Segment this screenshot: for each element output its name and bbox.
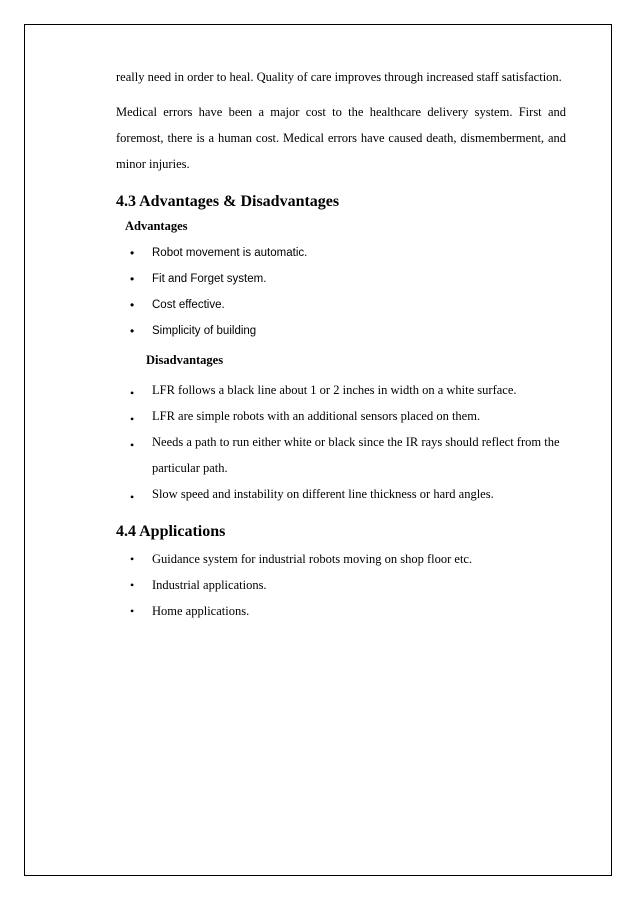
applications-list bbox=[116, 549, 566, 621]
list-item: • Needs a path to run either white or black since the IR rays should reflect from the particular path. bbox=[116, 429, 566, 481]
list-item: • Slow speed and instability on different line thickness or hard angles. bbox=[116, 481, 566, 507]
section-heading-advantages-disadvantages: 4.3 Advantages & Disadvantages bbox=[116, 193, 340, 210]
list-item: • Cost effective. bbox=[116, 295, 566, 315]
disadvantages-heading: Disadvantages bbox=[146, 353, 224, 367]
advantages-list bbox=[116, 243, 566, 341]
bullet-icon: • bbox=[130, 298, 135, 312]
list-item: • Home applications. bbox=[116, 601, 566, 621]
list-item: • LFR follows a black line about 1 or 2 inches in width on a white surface. bbox=[116, 377, 566, 403]
list-item: • LFR are simple robots with an additional sensors placed on them. bbox=[116, 403, 566, 429]
bullet-icon: • bbox=[130, 272, 135, 286]
bullet-icon: • bbox=[130, 604, 135, 618]
bullet-icon: • bbox=[130, 386, 135, 400]
bullet-icon: • bbox=[130, 490, 135, 504]
paragraph-staff-satisfaction: really need in order to heal. Quality of care improves through increased staff satisfaction. bbox=[116, 70, 562, 84]
advantages-heading: Advantages bbox=[125, 219, 188, 233]
list-item: • Robot movement is automatic. bbox=[116, 243, 566, 263]
list-item: • Guidance system for industrial robots moving on shop floor etc. bbox=[116, 549, 566, 569]
disadvantages-list bbox=[116, 377, 566, 507]
document-body bbox=[116, 64, 566, 627]
bullet-icon: • bbox=[130, 552, 135, 566]
list-item: • Fit and Forget system. bbox=[116, 269, 566, 289]
paragraph-medical-errors: Medical errors have been a major cost to the healthcare delivery system. First and foremost, there is a human cost. Medical errors have caused death, dismemberment, and minor injuries. bbox=[116, 105, 566, 171]
list-item: • Industrial applications. bbox=[116, 575, 566, 595]
bullet-icon: • bbox=[130, 246, 135, 260]
section-heading-applications: 4.4 Applications bbox=[116, 523, 226, 540]
bullet-icon: • bbox=[130, 324, 135, 338]
bullet-icon: • bbox=[130, 412, 135, 426]
list-item: • Simplicity of building bbox=[116, 321, 566, 341]
bullet-icon: • bbox=[130, 438, 135, 452]
bullet-icon: • bbox=[130, 578, 135, 592]
